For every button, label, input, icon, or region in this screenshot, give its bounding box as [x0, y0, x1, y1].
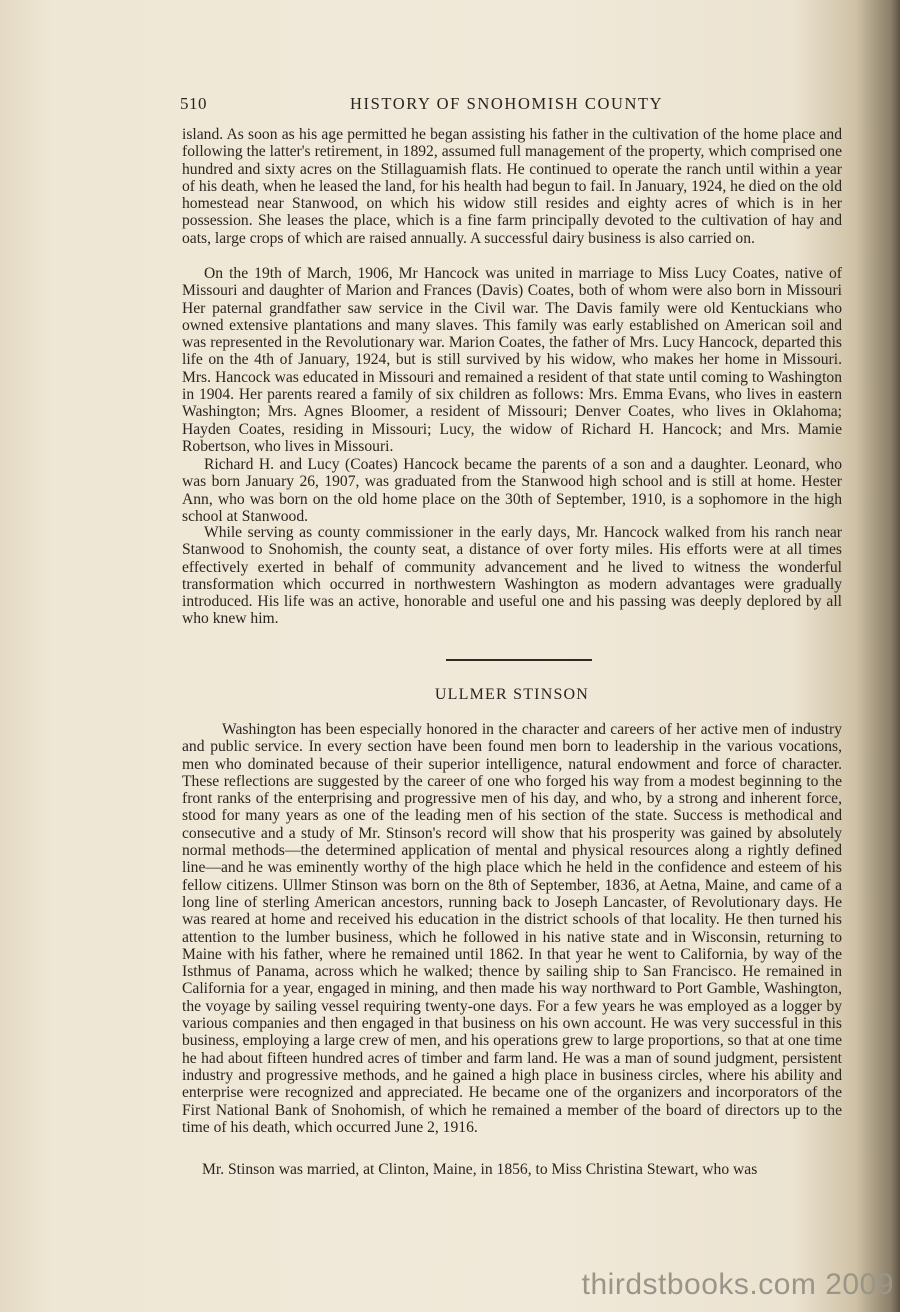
running-head: HISTORY OF SNOHOMISH COUNTY [350, 94, 664, 113]
page-number: 510 [180, 94, 207, 113]
section-title: ULLMER STINSON [434, 686, 590, 703]
section-divider [446, 659, 592, 661]
paragraph-stinson-marriage: Mr. Stinson was married, at Clinton, Maine, in 1856, to Miss Christina Stewart, who was [202, 1161, 758, 1178]
paragraph-hancock-marriage: On the 19th of March, 1906, Mr Hancock was united in marriage to Miss Lucy Coates, native of Missouri and daughter of Marion and Frances (Davis) Coates, both of whom were also born in Missouri Her paternal grandfather saw service in the Civil war. The Davis family were old Kentuckians who owned extensive plantations and many slaves. This family was early established on American soil and was represented in the Revolutionary war. Marion Coates, the father of Mrs. Lucy Hancock, departed this life on the 4th of January, 1924, but is still survived by his widow, who makes her home in Missouri. Mrs. Hancock was educated in Missouri and remained a resident of that state until coming to Washington in 1904. Her parents reared a family of six children as follows: Mrs. Emma Evans, who lives in eastern Washington; Mrs. Agnes Bloomer, a resident of Missouri; Denver Coates, who lives in Oklahoma; Hayden Coates, residing in Missouri; Lucy, the widow of Richard H. Hancock; and Mrs. Mamie Robertson, who lives in Missouri. [182, 265, 842, 455]
watermark: thirdstbooks.com 2009 [581, 1268, 894, 1301]
paragraph-hancock-commissioner: While serving as county commissioner in the early days, Mr. Hancock walked from his ranch near Stanwood to Snohomish, the county seat, a distance of over forty miles. His efforts were at all times effectively exerted in behalf of community advancement and he lived to witness the wonderful transformation which occurred in northwestern Washington as modern advantages were gradually introduced. His life was an active, honorable and useful one and his passing was deeply deplored by all who knew him. [182, 524, 842, 628]
page-header [180, 94, 860, 118]
paragraph-hancock-farm: island. As soon as his age permitted he began assisting his father in the cultivation of the home place and following the latter's retirement, in 1892, assumed full management of the property, which comprised one hundred and sixty acres on the Stillaguamish flats. He continued to operate the ranch until within a year of his death, when he leased the land, for his health had begun to fail. In January, 1924, he died on the old homestead near Stanwood, on which his widow still resides and eighty acres of which is in her possession. She leases the place, which is a fine farm principally devoted to the cultivation of hay and oats, large crops of which are raised annually. A successful dairy business is also carried on. [182, 126, 842, 247]
paragraph-hancock-children: Richard H. and Lucy (Coates) Hancock became the parents of a son and a daughter. Leonard, who was born January 26, 1907, was graduated from the Stanwood high school and is still at home. Hester Ann, who was born on the old home place on the 30th of September, 1910, is a sophomore in the high school at Stanwood. [182, 456, 842, 525]
paragraph-stinson-biography: Washington has been especially honored in the character and careers of her active men of industry and public service. In every section have been found men born to leadership in the various vocations, men who dominated because of their superior intelligence, natural endowment and force of character. These reflections are suggested by the career of one who forged his way from a modest beginning to the front ranks of the enterprising and progressive men of his day, and who, by a strong and inherent force, stood for many years as one of the leading men of his section of the state. Success is methodical and consecutive and a study of Mr. Stinson's record will show that his prosperity was gained by absolutely normal methods—the determined application of mental and physical resources along a rightly defined line—and he was eminently worthy of the high place which he held in the confidence and esteem of his fellow citizens. Ullmer Stinson was born on the 8th of September, 1836, at Aetna, Maine, and came of a long line of sterling American ancestors, running back to Joseph Lancaster, of Revolutionary days. He was reared at home and received his education in the district schools of that locality. He then turned his attention to the lumber business, which he followed in his native state and in Wisconsin, returning to Maine with his father, where he remained until 1862. In that year he went to California, by way of the Isthmus of Panama, across which he walked; thence by sailing ship to San Francisco. He remained in California for a year, engaged in mining, and then made his way northward to Port Gamble, Washington, the voyage by sailing vessel requiring twenty-one days. For a few years he was employed as a logger by various companies and then engaged in that business on his own account. He was very successful in this business, employing a large crew of men, and his operations grew to large proportions, so that at one time he had about fifteen hundred acres of timber and farm land. He was a man of sound judgment, persistent industry and progressive methods, and he gained a high place in business circles, where his ability and enterprise were recognized and appreciated. He became one of the organizers and incorporators of the First National Bank of Snohomish, of which he remained a member of the board of directors up to the time of his death, which occurred June 2, 1916. [182, 721, 842, 1136]
